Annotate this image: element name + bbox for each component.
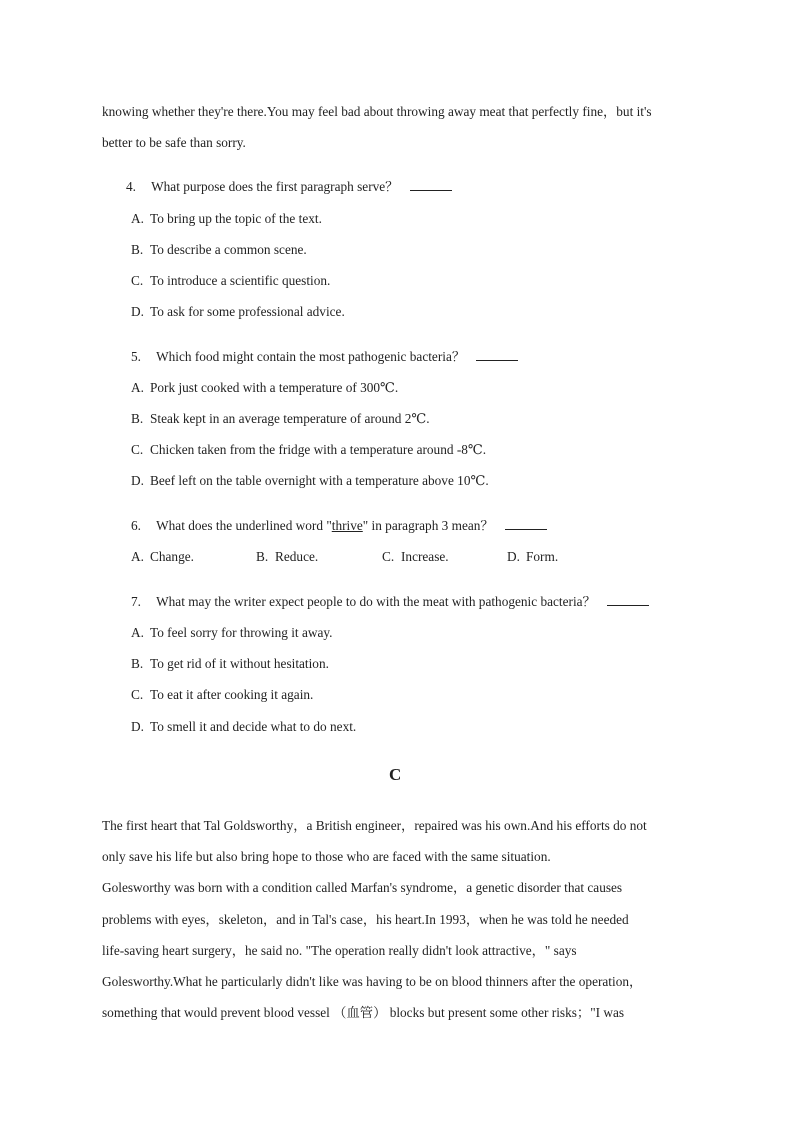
section-heading: C: [389, 765, 402, 784]
passage-text-line: problems with eyes，skeleton，and in Tal's case，his heart.In 1993，when he was told he needed: [102, 912, 629, 927]
question-text: What does the underlined word ": [156, 518, 332, 533]
option-b: [256, 548, 318, 566]
option-text: To describe a common scene.: [150, 242, 307, 257]
option-letter: D.: [131, 719, 144, 734]
option-letter: D.: [131, 473, 144, 488]
option-text: Increase.: [401, 549, 449, 564]
option-c: [131, 686, 313, 704]
option-letter: D.: [131, 304, 144, 319]
option-c: [382, 548, 449, 566]
option-text: To get rid of it without hesitation.: [150, 656, 329, 671]
answer-blank: [476, 348, 518, 361]
option-text: To smell it and decide what to do next.: [150, 719, 357, 734]
option-a: [131, 548, 194, 566]
passage-text-line: Golesworthy.What he particularly didn't like was having to be on blood thinners after the operation，: [102, 974, 643, 989]
option-letter: A.: [131, 549, 144, 564]
option-text: To ask for some professional advice.: [150, 304, 345, 319]
option-text: To introduce a scientific question.: [150, 273, 331, 288]
passage-text-line: knowing whether they're there.You may feel bad about throwing away meat that perfectly fine，but it's: [102, 104, 652, 119]
option-text: Form.: [526, 549, 559, 564]
option-text: Beef left on the table overnight with a temperature above 10℃.: [150, 473, 489, 488]
question-text: What may the writer expect people to do with the meat with pathogenic bacteria？: [156, 594, 596, 609]
passage-text-line: Golesworthy was born with a condition called Marfan's syndrome，a genetic disorder that causes: [102, 880, 623, 895]
passage-text-line: only save his life but also bring hope to those who are faced with the same situation.: [102, 849, 551, 864]
question-text: Which food might contain the most pathogenic bacteria？: [156, 349, 466, 364]
passage-text-line: The first heart that Tal Goldsworthy，a British engineer，repaired was his own.And his efforts do not: [102, 818, 647, 833]
question-text: What purpose does the first paragraph serve？: [151, 179, 399, 194]
question-number: 4.: [126, 179, 136, 194]
option-a: [131, 624, 332, 642]
option-a: [131, 210, 322, 228]
option-text: Steak kept in an average temperature of around 2℃.: [150, 411, 430, 426]
answer-blank: [505, 517, 547, 530]
question-text: " in paragraph 3 mean？: [362, 518, 494, 533]
option-c: [131, 441, 486, 459]
option-letter: B.: [131, 242, 144, 257]
question-4: [126, 178, 452, 196]
option-text: Reduce.: [275, 549, 319, 564]
option-b: [131, 241, 307, 259]
passage-text-line: life-saving heart surgery，he said no. "The operation really didn't look attractive，" says: [102, 943, 577, 958]
option-letter: B.: [131, 411, 144, 426]
option-b: [131, 655, 329, 673]
option-letter: C.: [131, 273, 144, 288]
option-b: [131, 410, 430, 428]
passage-text-line: better to be safe than sorry.: [102, 135, 246, 150]
option-text: To feel sorry for throwing it away.: [150, 625, 333, 640]
option-c: [131, 272, 330, 290]
option-d: [131, 472, 489, 490]
answer-blank: [607, 593, 649, 606]
answer-blank: [410, 178, 452, 191]
option-letter: D.: [507, 549, 520, 564]
option-letter: C.: [131, 442, 144, 457]
option-letter: A.: [131, 211, 144, 226]
option-letter: A.: [131, 625, 144, 640]
question-number: 5.: [131, 349, 141, 364]
underlined-word: thrive: [331, 518, 363, 533]
option-letter: C.: [382, 549, 395, 564]
option-d: [507, 548, 558, 566]
option-text: Chicken taken from the fridge with a temperature around -8℃.: [150, 442, 487, 457]
question-6: [131, 517, 547, 535]
option-d: [131, 303, 345, 321]
option-text: Pork just cooked with a temperature of 300℃.: [150, 380, 399, 395]
question-number: 6.: [131, 518, 141, 533]
option-text: To eat it after cooking it again.: [150, 687, 314, 702]
passage-text-line: something that would prevent blood vessel （血管） blocks but present some other risks；"I was: [102, 1005, 625, 1020]
option-letter: A.: [131, 380, 144, 395]
question-7: [131, 593, 649, 611]
option-d: [131, 718, 356, 736]
option-a: [131, 379, 398, 397]
option-letter: C.: [131, 687, 144, 702]
question-number: 7.: [131, 594, 141, 609]
option-letter: B.: [131, 656, 144, 671]
option-text: To bring up the topic of the text.: [150, 211, 322, 226]
option-letter: B.: [256, 549, 269, 564]
option-text: Change.: [150, 549, 194, 564]
question-5: [131, 348, 518, 366]
